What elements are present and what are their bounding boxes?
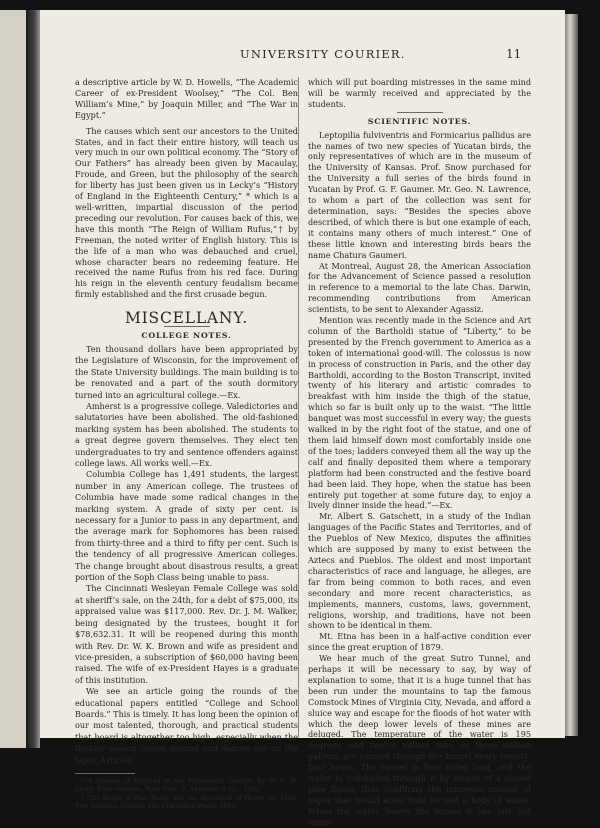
college-notes-heading: COLLEGE NOTES. — [141, 331, 232, 341]
running-title: UNIVERSITY COURIER. — [240, 47, 406, 61]
page-stack-edge — [565, 14, 578, 736]
science-note: At Montreal, August 28, the American Association for the Advancement of Science passed a resolution in reference to a memorial to the late Chas. Darwin, recommending contributions from American scientists, to be sent to Alexander Agassiz. — [308, 260, 531, 315]
science-note: Leptopilia fulviventris and Formicarius pallidus are the names of two new species of Yucatan birds, the only representatives of which are in the museum of the University of Kansas. Prof. Snow purchased for the University a full series of the birds found in Yucatan by Prof. G. F. Gaumer. Mr. Geo. N. Lawrence, to whom a part of the collection was sent for determination, says: “Besides the species above described, of which there is but one example of each, it contains many others of much interest.” One of these little known and interesting birds bears the name Chatura Gaumeri. — [308, 129, 531, 260]
college-note-continuation: which will put boarding mistresses in the same mind will be warmly received and appreciated by the students. — [308, 77, 531, 109]
right-column — [308, 77, 531, 828]
college-note: Ten thousand dollars have been appropriated by the Legislature of Wisconsin, for the improvement of the State University buildings. The main building is to be renovated and a part of the south dormitory turned into an agricultural college.—Ex. — [75, 343, 298, 400]
scientific-notes-heading: SCIENTIFIC NOTES. — [367, 116, 472, 126]
book-gutter — [26, 10, 40, 748]
footnote: * A History of England in the Eighteenth Century by W. E. H. Lecky. Four volumes. New York: D. Appleton & Co., 1882. — [75, 776, 298, 794]
document-page — [40, 10, 565, 827]
book-review-paragraph: The causes which sent our ancestors to the United States, and in fact their entire history, will teach us very much in our own political economy. The “Story of Our Fathers” has already been given by Macaulay, Froude, and Green, but the philosophy of the search for liberty has just been given us in Lecky’s “History of England in the Eighteenth Century,” * which is a well-written, impartial discussion of the period preceding our revolution. For causes back of this, we have this month “The Reign of William Rufus,”† by Freeman, the noted writer of English history. This is the life of a man who was debauched and cruel, whose character bears no redeeming feature. He received the name Rufus from his red face. During his reign in the eleventh century feudalism became firmly established and the first crusade begun. — [75, 125, 298, 300]
science-note: We hear much of the great Sutro Tunnel, and perhaps it will be necessary to say, by way of explanation to some, that it is a huge tunnel that has been run under the mountains to tap the famous Comstock Mines of Virginia City, Nevada, and afford a sluice way and escape for the floods of hot water with which the deep lower levels of these mines are deluged. The temperature of the water is 195 degrees, and twelve million tons, or three million gallons, are carried through the tunnel every twenty-four hours. The tunnel is four miles long, and the water is conducted through it by means of a closed pine flume, thus confining the immense masses of vapor that would arise from so vast a body of water. When the water leaves the tunnel it has lost but seven — [308, 653, 531, 827]
footnote-divider — [75, 773, 135, 774]
left-column — [75, 77, 298, 811]
column-rule — [298, 77, 299, 737]
college-note: We see an article going the rounds of the educational papers entitled “College and School Boards.” This is timely. It has long been the opinion of our most talented, thorough, and practical students that board is altogether too high, especially when the theater season comes around and dances are on the tapis. Articles — [75, 686, 298, 765]
science-note: Mention was recently made in the Science and Art column of the Bartholdi statue of “Liberty,” to be presented by the French government to America as a token of international good-will. The colossus is now in process of construction in Paris, and the other day Bartholdi, according to the Boston Transcript, invited twenty of his literary and artistic comrades to breakfast with him inside the thigh of the statue, which so far is built only up to the waist. “The little banquet was most successful in every way; the guests walked in by the right foot of the statue, and one of them laid himself down most comfortably inside one of the toes; ladders conveyed them all the way up the calf and finally deposited them where a temporary platform had been constructed and the festive board had been laid. They hope, when the statue has been entirely put together at some future day, to enjoy a lively dinner inside the head.”—Ex. — [308, 315, 531, 511]
article-continuation: a descriptive article by W. D. Howells, “The Academic Career of ex-President Woolsey,” “The Col. Ben William’s Mine,” by Joaquin Miller, and “The War in Egypt.” — [75, 77, 298, 120]
college-note: Amherst is a progressive college. Valedictories and salutatories have been abolished. The old-fashioned marking system has been abolished. The students to a great degree govern themselves. They elect ten undergraduates to try and sentence offenders against college laws. All works well.—Ex. — [75, 400, 298, 468]
miscellany-title: MISCELLANY. — [124, 309, 249, 328]
science-note: Mr. Albert S. Gatschett, in a study of the Indian languages of the Pacific States and Territories, and of the Pueblos of New Mexico, disputes the affinities which are supposed by many to exist between the Aztecs and Pueblos. The oldest and most important characteristics of race and language, he alleges, are far from being common to both races, and even secondary and more recent characteristics, as implements, manners, customs, laws, government, religions, worship, and traditions, have not been shown to be identical in them. — [308, 511, 531, 631]
facing-page-edge — [0, 10, 26, 748]
page-number: 11 — [506, 47, 522, 61]
college-note: Columbia College has 1,491 students, the largest number in any American college. The trustees of Columbia have made some radical changes in the marking system. A grade of sixty per cent. is necessary for a Junior to pass in any department, and the average mark for Sophomores has been raised from thirty-three and a third to fifty per cent. Such is the tendency of all progressive American colleges. The change brought about disastrous results, a great portion of the Soph Class being unable to pass. — [75, 469, 298, 583]
section-divider — [397, 112, 443, 113]
science-note: Mt. Etna has been in a half-active condition ever since the great eruption of 1879. — [308, 631, 531, 653]
college-note: The Cincinnati Wesleyan Female College was sold at sheriff’s sale, on the 24th, for a debt of $75,000, its appraised value was $117,000. Rev. Dr. J. M. Walker, being designated by the trustees, bought it for $78,632.31. It will be reopened during this month with Rev. Dr. W. K. Brown and wife as president and vice-presiden, a subscription of $60,000 having been raised. The wife of ex-President Hayes is a graduate of this institution. — [75, 583, 298, 685]
footnote: † The Reign of Wm. Rufus and the Accession of Henry the First. Two volumes. Oxford: The Clarendon Press, 1882. — [75, 793, 298, 811]
running-header — [40, 47, 565, 67]
